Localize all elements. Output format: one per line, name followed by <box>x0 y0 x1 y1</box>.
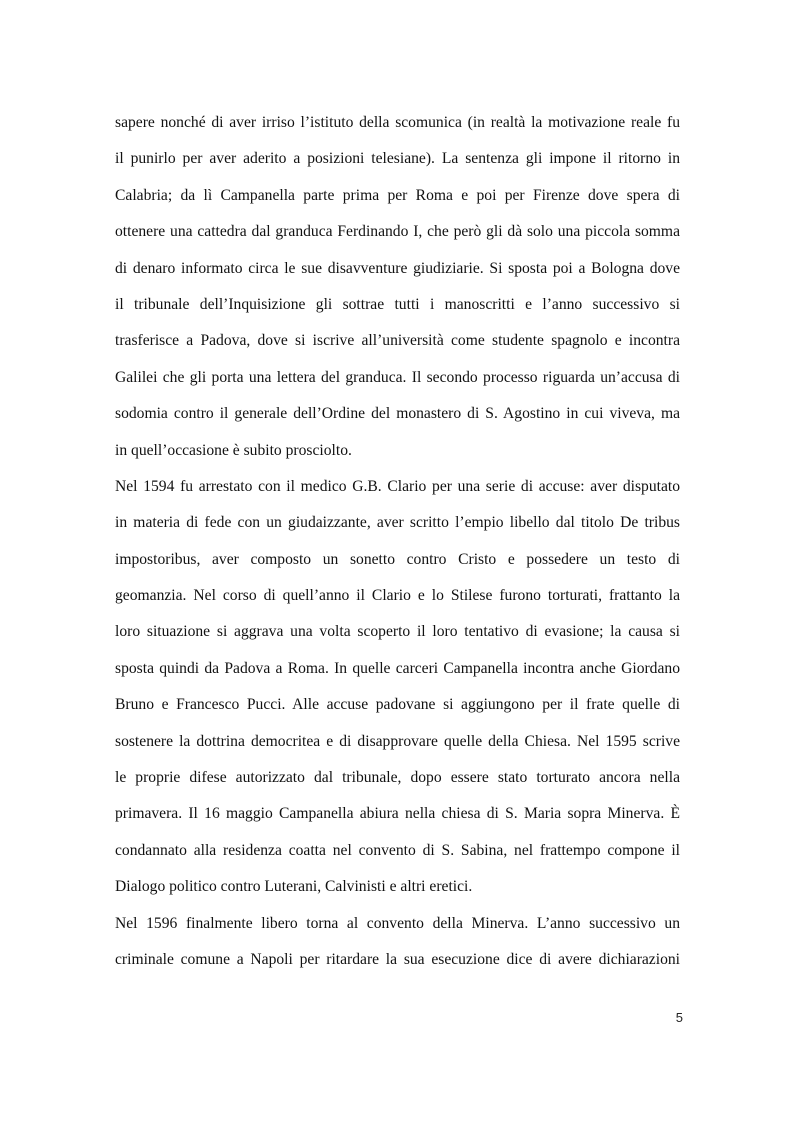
text-line: Nel 1594 fu arrestato con il medico G.B. Clario per una serie di accuse: aver disputato <box>115 477 680 495</box>
text-line: Calabria; da lì Campanella parte prima per Roma e poi per Firenze dove spera di <box>115 186 680 204</box>
text-line: trasferisce a Padova, dove si iscrive all’università come studente spagnolo e incontra <box>115 332 680 350</box>
text-line: condannato alla residenza coatta nel convento di S. Sabina, nel frattempo compone il <box>115 841 680 859</box>
text-line: criminale comune a Napoli per ritardare la sua esecuzione dice di avere dichiarazioni <box>115 950 680 968</box>
text-line: Dialogo politico contro Luterani, Calvinisti e altri eretici. <box>115 878 473 896</box>
text-line: di denaro informato circa le sue disavventure giudiziarie. Si sposta poi a Bologna dove <box>115 259 680 277</box>
text-line: primavera. Il 16 maggio Campanella abiura nella chiesa di S. Maria sopra Minerva. È <box>115 805 680 823</box>
text-line: sostenere la dottrina democritea e di disapprovare quelle della Chiesa. Nel 1595 scrive <box>115 732 680 750</box>
text-line: Bruno e Francesco Pucci. Alle accuse padovane si aggiungono per il frate quelle di <box>115 696 680 714</box>
text-line: sapere nonché di aver irriso l’istituto della scomunica (in realtà la motivazione reale fu <box>115 114 680 131</box>
text-line: geomanzia. Nel corso di quell’anno il Clario e lo Stilese furono torturati, frattanto la <box>115 587 680 605</box>
page-number: 5 <box>675 1010 683 1025</box>
text-line: Nel 1596 finalmente libero torna al convento della Minerva. L’anno successivo un <box>115 914 680 932</box>
text-line: ottenere una cattedra dal granduca Ferdinando I, che però gli dà solo una piccola somma <box>115 223 680 241</box>
text-line: sodomia contro il generale dell’Ordine del monastero di S. Agostino in cui viveva, ma <box>115 405 680 423</box>
text-line: il tribunale dell’Inquisizione gli sottrae tutti i manoscritti e l’anno successivo si <box>115 295 680 313</box>
text-line: il punirlo per aver aderito a posizioni telesiane). La sentenza gli impone il ritorno in <box>115 150 680 168</box>
text-line: sposta quindi da Padova a Roma. In quelle carceri Campanella incontra anche Giordano <box>115 659 680 677</box>
body-text <box>115 105 680 978</box>
text-line: in quell’occasione è subito prosciolto. <box>115 441 352 459</box>
text-line: in materia di fede con un giudaizzante, aver scritto l’empio libello dal titolo De tribus <box>115 514 680 532</box>
text-line: le proprie difese autorizzato dal tribunale, dopo essere stato torturato ancora nella <box>115 769 680 787</box>
text-line: Galilei che gli porta una lettera del granduca. Il secondo processo riguarda un’accusa di <box>115 368 680 386</box>
text-line: loro situazione si aggrava una volta scoperto il loro tentativo di evasione; la causa si <box>115 623 680 641</box>
text-line: impostoribus, aver composto un sonetto contro Cristo e possedere un testo di <box>115 550 680 568</box>
